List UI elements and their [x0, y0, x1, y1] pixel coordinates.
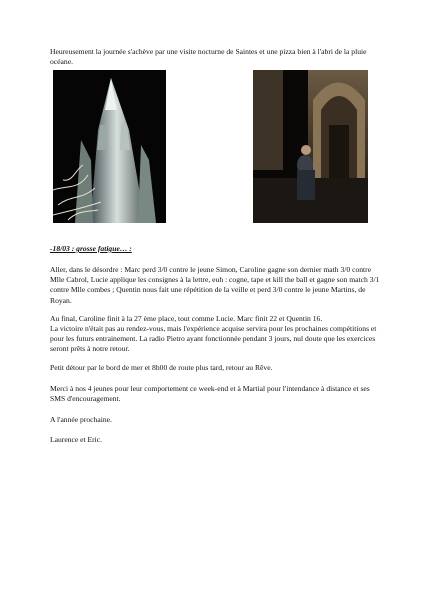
cathedral-tower-photo [53, 70, 166, 223]
cathedral-tower-night-image [53, 70, 166, 223]
match-results-paragraph: Aller, dans le désordre : Marc perd 3/0 contre le jeune Simon, Caroline gagne son dernier math 3/0 contre Mlle Cabrol, Lucie applique les consignes à la lettre, euh : cogne, tape et kill the ball et gagne son match 3/1 contre Mlle combes ; Quentin nous fait une répétition de la veille et perd 3/0 contre le jeune Martins, de Royan. [50, 265, 380, 305]
signature-paragraph: Laurence et Eric. [50, 435, 103, 444]
thanks-paragraph: Merci à nos 4 jeunes pour leur comportement ce week-end et à Martial pour l'intendance à distance et ses SMS d'encouragement. [50, 384, 370, 404]
intro-paragraph: Heureusement la journée s'achève par une visite nocturne de Saintes et une pizza bien à l'abri de la pluie océane. [50, 47, 367, 67]
farewell-paragraph: A l'année prochaine. [50, 415, 112, 424]
church-portal-night-image [253, 70, 368, 223]
church-portal-photo [253, 70, 368, 223]
experience-paragraph: La victoire n'était pas au rendez-vous, mais l'expérience acquise servira pour les prochaines compétitions et pour les futurs entrainement. La radio Pietro ayant fonctionnée pendant 3 jours, nul doute que les exercices seront prêts à notre retour. [50, 324, 377, 354]
return-trip-paragraph: Petit détour par le bord de mer et 8h00 de route plus tard, retour au Rêve. [50, 363, 273, 372]
section-heading: -18/03 : grosse fatigue… : [50, 244, 132, 253]
final-ranking-paragraph: Au final, Caroline finit à la 27 ème place, tout comme Lucie. Marc finit 22 et Quentin 16. [50, 314, 323, 323]
